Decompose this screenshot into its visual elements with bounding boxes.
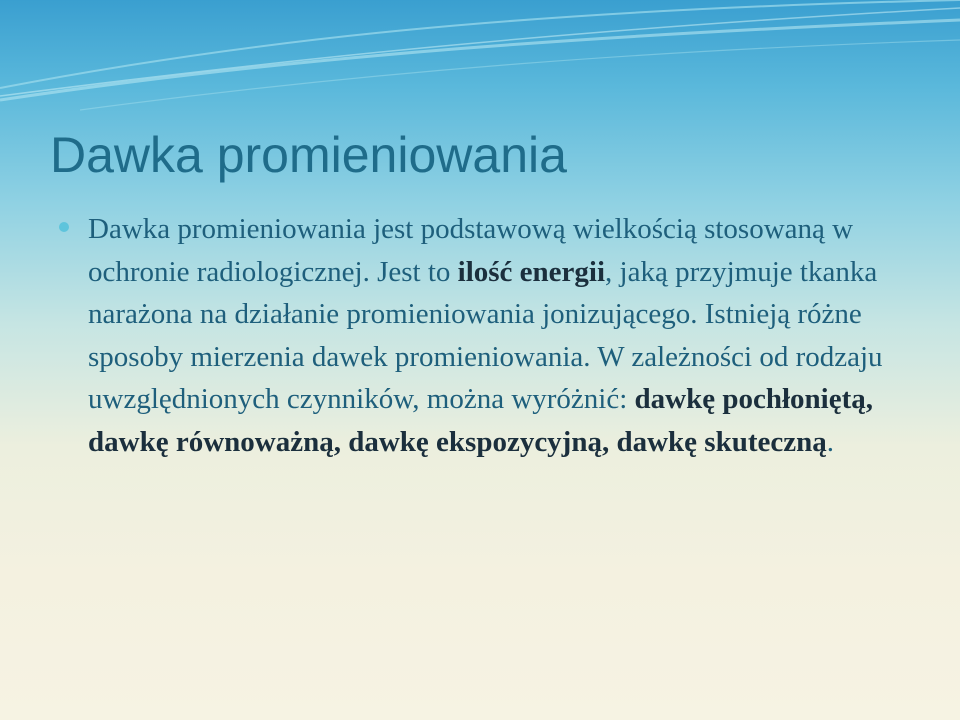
bullet-text-part-2: , jaką przyjmuje tkanka narażona na działanie promieniowania jonizującego. Istnieją różne sposoby mierzenia dawek promieniowania. W zależności od rodzaju uwzględnionych czynników, można wyróżnić: — [88, 255, 883, 415]
bullet-text-part-1: Dawka promieniowania jest podstawową wielkością stosowaną w ochronie radiologicznej. Jest to — [88, 213, 854, 288]
bullet-dot-icon — [59, 222, 69, 232]
bullet-bold-energy: ilość energii — [457, 255, 606, 288]
bullet-paragraph — [88, 208, 918, 463]
slide-title: Dawka promieniowania — [50, 127, 567, 183]
bullet-item — [58, 208, 918, 463]
bullet-bold-dose-types: dawkę pochłoniętą, dawkę równoważną, dawkę ekspozycyjną, dawkę skuteczną — [88, 383, 874, 458]
decorative-wave-lines — [0, 0, 960, 140]
slide-content — [58, 208, 918, 463]
bullet-text-part-3: . — [826, 425, 834, 458]
